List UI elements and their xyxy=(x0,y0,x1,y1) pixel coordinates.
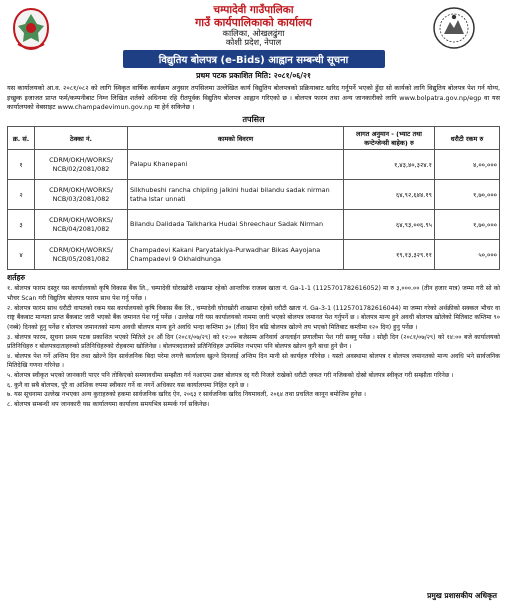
row-contract-no: CDRM/OKH/WORKS/ NCB/03/2081/082 xyxy=(35,180,128,210)
row-contract-no: CDRM/OKH/WORKS/ NCB/02/2081/082 xyxy=(35,150,128,180)
row-cost-estimate: १९,१३,३२९.११ xyxy=(344,240,435,270)
table-row xyxy=(8,180,500,210)
province-line: कोशी प्रदेश, नेपाल xyxy=(225,37,282,48)
notice-title: विद्युतिय बोलपत्र (e-Bids) आह्वान सम्बन्धी सूचना xyxy=(123,50,385,68)
col-header-ref: ठेक्का नं. xyxy=(35,127,128,150)
row-sn: ४ xyxy=(8,240,35,270)
row-description: Champadevi Kakani Paryatakiya-Purwadhar Bikas Aayojana Champadevi 9 Okhaldhunga xyxy=(128,240,344,270)
row-contract-no: CDRM/OKH/WORKS/ NCB/04/2081/082 xyxy=(35,210,128,240)
row-bid-security: १,७०,००० xyxy=(435,210,500,240)
nepal-emblem-icon xyxy=(10,6,52,52)
table-row xyxy=(8,210,500,240)
signatory-title: प्रमुख प्रशासकीय अधिकृत xyxy=(427,591,497,600)
municipality-name: चम्पादेवी गाउँपालिका xyxy=(213,4,294,16)
publication-date: प्रथम पटक प्रकाशित मिति: २०८१/०६/२१ xyxy=(196,71,311,81)
col-header-sn: क्र. सं. xyxy=(8,127,35,150)
col-header-deposit: धरौटी रकम रु xyxy=(435,127,500,150)
schedule-heading: तपसिल xyxy=(242,115,265,125)
letterhead xyxy=(7,5,500,47)
term-item: १. बोलपत्र फारम दस्तुर यस कार्यालयको कृषि विकास बैंक लि., चम्पादेवी घोराखोरी शाखामा रहेको आन्तरिक राजस्व खाता नं. Ga-1-1 (1125701782616052) मा रु ३,०००.०० (तीन हजार मात्र) जम्मा गरी सो को भौचर Scan गरी विद्युतिय बोलपत्र फारम साथ पेश गर्नु पर्नेछ । xyxy=(7,285,500,303)
term-item: २. बोलपत्र फारम साथ धरौटी वापतको रकम यस कार्यालयको कृषि विकास बैंक लि., चम्पादेवी घोराखोरी शाखामा रहेको धरौटी खाता नं. Ga-3-1 (1125701782616044) मा जम्मा गरेको अर्थक्रीको सक्कल भौचर वा राष्ट्र बैंकबाट मान्यता प्राप्त बैंकबाट जारी भएको बैंक जमानत पेश गर्नु पर्नेछ । उल्लेख गरी यस कार्यालयको नाममा जारी भएको बोलपत्र जमानत पेश गर्नुपर्ने छ । बोलपत्र मान्य हुने अवधी बोलपत्र खोलेको मितिबाट कम्तिमा ९० (नब्बे) दिनको हुनु पर्नेछ र बोलपत्र जमानतको मान्य अवधी बोलपत्र मान्य हुने अवधि भन्दा कम्तिमा ३० (तीस) दिन बढि बोलपत्र खोल्ने तय भएको मितिबाट कम्तीमा १२० दिन) हुनु पर्नेछ । xyxy=(7,304,500,331)
row-sn: १ xyxy=(8,150,35,180)
term-item: ७. यस सूचनामा उल्लेख नभएका अन्य कुराहरुको हकमा सार्वजनिक खरिद ऐन, २०६३ र सार्वजनिक खरिद नियमावली, २०६४ तथा प्रचलित कानून बमोजिम हुनेछ । xyxy=(7,391,366,399)
row-sn: २ xyxy=(8,180,35,210)
term-item: ६. कुनै वा सबै बोलपत्र, पूरै वा आंशिक रुपमा स्वीकार गर्ने वा नगर्ने अधिकार यस कार्यालयमा निहित रहने छ । xyxy=(7,381,249,389)
office-location: कालिका, ओखलढुंगा xyxy=(222,28,285,39)
terms-heading: शर्तहरु xyxy=(7,273,26,283)
works-table xyxy=(7,126,500,270)
municipality-seal-icon xyxy=(432,6,476,50)
terms-list xyxy=(7,284,500,409)
col-header-cost: लागत अनुमान - (भ्याट तथा कन्टेन्जेन्सी बाहेक) रु xyxy=(344,127,435,150)
intro-paragraph: यस कार्यालयको आ.व. २०८१/०८२ को लागि स्विकृत वार्षिक कार्यक्रम अनुसार तपसिलमा उल्लेखित कार्य विद्युतिय बोलपत्रको प्रक्रियाबाट खरिद गर्नुपर्ने भएको हुँदा सो कार्यको लागि विद्युतिय बोलपत्र पेश गर्न योग्य, इच्छुक इजाजत प्राप्त फर्म/कम्पनीबाट निम्न लिखित शर्तको अधिनमा रहि रीतपूर्वक विद्युतिय बोलपत्र आह्वान गरिएको छ । बोलपत्र फारम तथा अन्य जानकारीको लागि www.bolpatra.gov.np/egp वा यस कार्यालयको वेबसाइट www.champadevimun.gov.np मा हेर्न सकिनेछ । xyxy=(7,84,500,112)
row-cost-estimate: ६४,९३,००६.९५ xyxy=(344,210,435,240)
table-header-row xyxy=(8,127,500,150)
table-row xyxy=(8,150,500,180)
row-sn: ३ xyxy=(8,210,35,240)
row-cost-estimate: ६४,९२,६४४.१९ xyxy=(344,180,435,210)
term-item: ८. बोलपत्र सम्बन्धी थप जानकारी यस कार्यालयमा कार्यालय समयभित्र सम्पर्क गर्न सकिनेछ। xyxy=(7,400,210,408)
row-cost-estimate: १,४३,४०,३२४.१ xyxy=(344,150,435,180)
row-bid-security: १,७०,००० xyxy=(435,180,500,210)
row-bid-security: ५०,००० xyxy=(435,240,500,270)
term-item: ३. बोलपत्र फारम, सूचना प्रथम पटक प्रकाशित भएको मितिले ३१ औं दिन (२०८१/०७/२९) को १२:०० बजेसम्म अनिवार्य अनलाईन प्रणालीमा पेश गरी सक्नु पर्नेछ । सोही दिन (२०८१/०७/२९) को १४:०० बजे कार्यालयको प्रतिनिधिहरु र बोलपत्रदाताहरुको प्रतिनिधिहरुको रोहबरमा खोलिनेछ । बोलपत्रदाताको प्रतिनिधिहरु उपस्थित नभएमा पनि बोलपत्र खोल्न कुनै बाधा हुने छैन । xyxy=(7,333,500,351)
row-description: Bilandu Dalidada Talkharka Hudai Shreechaur Sadak Nirman xyxy=(128,210,344,240)
row-description: Silkhubeshi rancha chipling jalkini hudai bilandu sadak nirman tatha Istar unnati xyxy=(128,180,344,210)
row-description: Palapu Khanepani xyxy=(128,150,344,180)
row-contract-no: CDRM/OKH/WORKS/ NCB/05/2081/082 xyxy=(35,240,128,270)
row-bid-security: ४,००,००० xyxy=(435,150,500,180)
term-item: ५. बोलपत्र स्वीकृत भएको जानकारी पाएर पनि तोकिएको समयावधीमा सम्झौता गर्न नआएमा उक्त बोलपत्र रद्द गरी निजले राखेको धरौटी जफत गरी नजिकको दोस्रो बोलपत्र स्वीकृत गरी सम्झौता गरिनेछ । xyxy=(7,371,454,379)
office-name: गाउँ कार्यपालिकाको कार्यालय xyxy=(195,15,312,29)
table-row xyxy=(8,240,500,270)
term-item: ४. बोलपत्र पेश गर्ने अन्तिम दिन तथा खोल्ने दिन सार्वजनिक बिदा परेमा लगत्तै कार्यालय खुल्ने दिनलाई अन्तिम दिन मानी सो कार्यहरु गरिनेछ । यस्तो अवस्थामा बोलपत्र र बोलपत्र जमानतको मान्य अवधि भने सार्वजनिक मितिदेखि गणना गरिनेछ । xyxy=(7,352,500,370)
col-header-desc: कामको विवरण xyxy=(128,127,344,150)
